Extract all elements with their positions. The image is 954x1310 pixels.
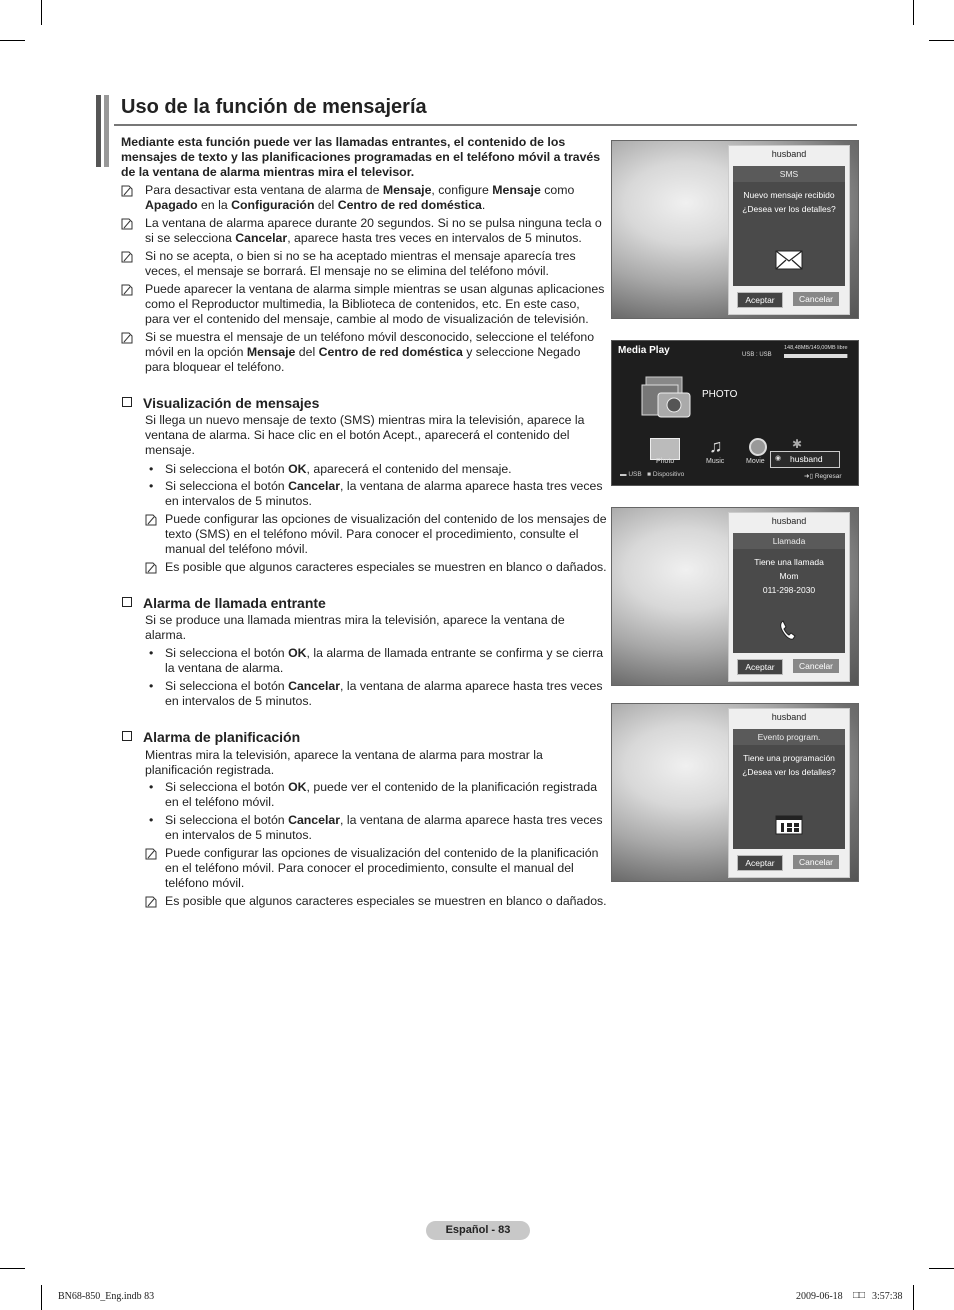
bullet-item: • Si selecciona el botón OK, aparecerá el contenido del mensaje. [149, 462, 512, 476]
eye-icon: ◉ [775, 455, 782, 462]
sms-alarm-screen [611, 140, 859, 319]
checkbox-icon [122, 597, 132, 607]
phone-icon [779, 619, 799, 641]
note-item: Es posible que algunos caracteres especiales se muestren en blanco o dañados. [145, 560, 607, 575]
page-number-badge: Español - 83 [426, 1221, 530, 1240]
note-icon [121, 284, 133, 296]
bullet-item: • Si selecciona el botón Cancelar, la ventana de alarma aparece hasta tres veces en intervalos de 5 minutos. [149, 813, 603, 843]
device-icon: ■ [647, 471, 652, 478]
crop-mark [913, 1285, 914, 1310]
title-accent-bar [96, 95, 101, 167]
note-icon [145, 562, 157, 574]
section-heading: Alarma de llamada entrante [122, 595, 326, 611]
note-icon [121, 251, 133, 263]
footer-glyphs: □□ [853, 1290, 866, 1301]
alarm-popup [728, 512, 850, 682]
footer-date: 2009-06-18 [796, 1291, 843, 1302]
intro-paragraph: Mediante esta función puede ver las llamadas entrantes, el contenido de los mensajes de texto y las planificaciones programadas en el teléfono móvil a través de la ventana de alarma mientras mira el televisor. [121, 135, 601, 180]
footer-time: 3:57:38 [872, 1291, 903, 1302]
movie-item-label[interactable]: Movie [746, 458, 765, 465]
alarm-popup [728, 708, 850, 878]
popup-message: Nuevo mensaje recibido [743, 190, 835, 200]
accept-button[interactable]: Aceptar [737, 659, 783, 675]
usb-source: USB : USB [742, 352, 772, 358]
title-accent-bar [104, 95, 109, 167]
notification-badge [770, 451, 840, 468]
note-item: La ventana de alarma aparece durante 20 segundos. Si no se pulsa ninguna tecla o si se selecciona Cancelar, aparece hasta tres veces en intervalos de 5 minutos. [121, 216, 606, 246]
storage-bar-fill [784, 354, 847, 358]
footer-file: BN68-850_Eng.indb 83 [58, 1291, 155, 1302]
crop-mark [41, 0, 42, 25]
section-paragraph: Mientras mira la televisión, aparece la ventana de alarma para mostrar la planificación registrada. [145, 748, 543, 778]
media-play-screen [611, 340, 859, 486]
movie-icon[interactable] [749, 438, 767, 456]
calendar-icon [775, 813, 803, 835]
cancel-button[interactable]: Cancelar [793, 659, 839, 673]
caller-number: 011-298-2030 [762, 585, 816, 595]
crop-mark [929, 40, 954, 41]
photo-item-label[interactable]: Photo [656, 458, 675, 465]
caller-name: Mom [779, 571, 799, 581]
popup-body [733, 729, 845, 849]
photo-item-icon[interactable] [650, 438, 680, 460]
sender-name: husband [771, 149, 807, 159]
note-icon [121, 332, 133, 344]
sender-name: husband [771, 516, 807, 526]
crop-mark [929, 1268, 954, 1269]
schedule-alarm-screen [611, 703, 859, 882]
popup-type: SMS [733, 166, 845, 182]
section-heading: Alarma de planificación [122, 729, 300, 745]
usb-icon: ▬ [620, 471, 627, 478]
call-alarm-screen [611, 507, 859, 686]
cancel-button[interactable]: Cancelar [793, 855, 839, 869]
envelope-icon [775, 250, 803, 270]
bullet-item: • Si selecciona el botón OK, la alarma de llamada entrante se confirma y se cierra la ventana de alarma. [149, 646, 604, 676]
note-icon [145, 896, 157, 908]
music-icon[interactable]: ♫ [709, 436, 723, 456]
note-item: Puede configurar las opciones de visualización del contenido de la planificación en el teléfono móvil. Para conocer el procedimiento, consulte el manual del teléfono móvil. [145, 846, 607, 892]
bullet-item: • Si selecciona el botón Cancelar, la ventana de alarma aparece hasta tres veces en intervalos de 5 minutos. [149, 479, 603, 509]
cancel-button[interactable]: Cancelar [793, 292, 839, 306]
category-label: PHOTO [702, 389, 738, 400]
storage-info: 148,48MB/149,00MB libre [784, 345, 848, 351]
note-item: Es posible que algunos caracteres especiales se muestren en blanco o dañados. [145, 894, 607, 909]
alarm-popup [728, 145, 850, 315]
photo-category-icon [640, 375, 696, 421]
media-play-title: Media Play [618, 345, 670, 356]
checkbox-icon [122, 397, 132, 407]
popup-body [733, 533, 845, 653]
popup-question: ¿Desea ver los detalles? [742, 204, 836, 214]
section-paragraph: Si llega un nuevo mensaje de texto (SMS) mientras mira la televisión, aparece la ventana de alarma. Si hace clic en el botón Acept., aparecerá el contenido del mensaje. [145, 413, 585, 458]
accept-button[interactable]: Aceptar [737, 855, 783, 871]
note-icon [121, 218, 133, 230]
note-item: Si no se acepta, o bien si no se ha aceptado mientras el mensaje aparecía tres veces, el mensaje se borrará. El mensaje no se elimina del teléfono móvil. [121, 249, 606, 279]
note-icon [145, 848, 157, 860]
bullet-item: • Si selecciona el botón OK, puede ver el contenido de la planificación registrada en el teléfono móvil. [149, 780, 598, 810]
legend: ▬ USB ■ Dispositivo [620, 471, 685, 478]
popup-message: Tiene una programación [743, 753, 835, 763]
section-heading: Visualización de mensajes [122, 395, 319, 411]
title-rule [114, 124, 857, 126]
note-item: Para desactivar esta ventana de alarma de Mensaje, configure Mensaje como Apagado en la Configuración del Centro de red doméstica. [121, 183, 606, 213]
accept-button[interactable]: Aceptar [737, 292, 783, 308]
crop-mark [41, 1285, 42, 1310]
settings-icon[interactable]: ✱ [792, 437, 803, 451]
note-icon [145, 514, 157, 526]
note-icon [121, 185, 133, 197]
music-item-label[interactable]: Music [706, 458, 725, 465]
storage-bar [784, 354, 848, 358]
note-item: Puede configurar las opciones de visualización del contenido de los mensajes de texto (SMS) en el teléfono móvil. Para conocer el procedimiento, consulte el manual del teléfono móvil. [145, 512, 607, 558]
popup-message: Tiene una llamada [754, 557, 824, 567]
crop-mark [0, 1268, 25, 1269]
crop-mark [0, 40, 25, 41]
return-icon: ➜▯ [804, 473, 814, 480]
crop-mark [913, 0, 914, 25]
popup-type: Llamada [733, 533, 845, 549]
sender-name: husband [771, 712, 807, 722]
bullet-item: • Si selecciona el botón Cancelar, la ventana de alarma aparece hasta tres veces en intervalos de 5 minutos. [149, 679, 603, 709]
section-paragraph: Si se produce una llamada mientras mira la televisión, aparece la ventana de alarma. [145, 613, 565, 643]
note-item: Puede aparecer la ventana de alarma simple mientras se usan algunas aplicaciones como el Reproductor multimedia, la Biblioteca de contenidos, etc. En este caso, para ver el contenido del mensaje, cambie al modo de visualización de televisión. [121, 282, 606, 328]
popup-type: Evento program. [733, 729, 845, 745]
notification-sender: husband [790, 454, 823, 464]
page-title: Uso de la función de mensajería [121, 96, 427, 118]
checkbox-icon [122, 731, 132, 741]
back-button[interactable]: ➜▯ Regresar [804, 473, 842, 480]
popup-body [733, 166, 845, 286]
popup-question: ¿Desea ver los detalles? [742, 767, 836, 777]
note-item: Si se muestra el mensaje de un teléfono móvil desconocido, seleccione el teléfono móvil en la opción Mensaje del Centro de red doméstica y seleccione Negado para bloquear el teléfono. [121, 330, 606, 376]
